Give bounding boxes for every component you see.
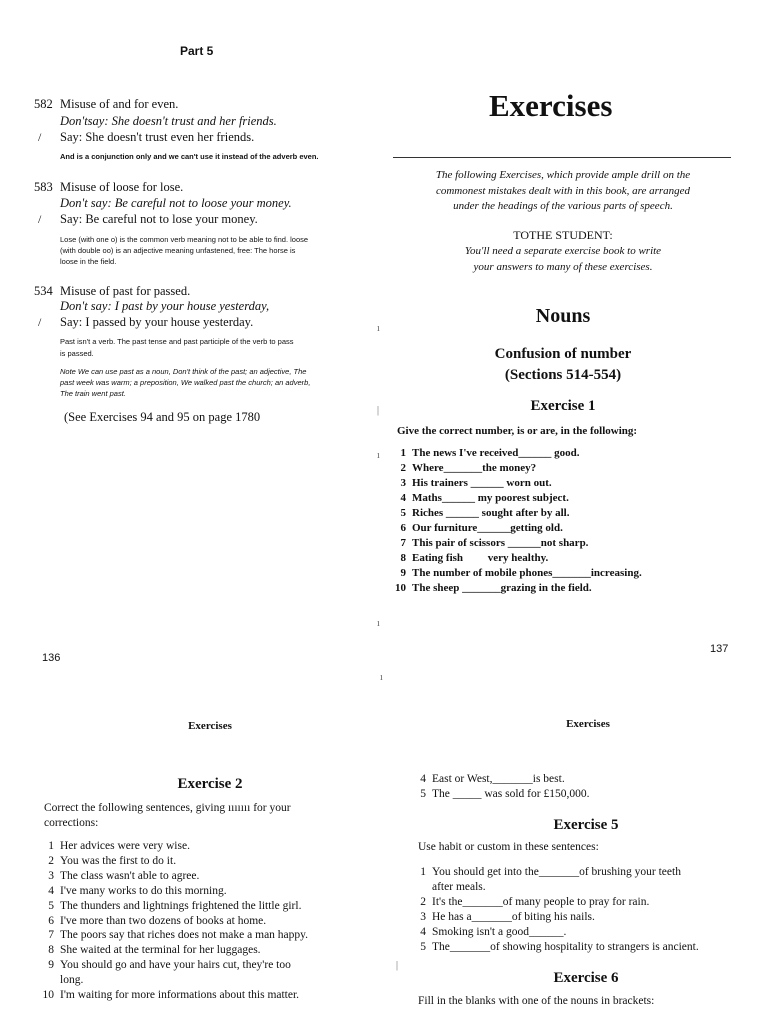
intro-line: commonest mistakes dealt with in this book, are arranged	[435, 184, 691, 197]
page-number: 136	[42, 652, 61, 664]
running-header: Exercises	[566, 718, 610, 730]
item-number: 7	[400, 537, 406, 549]
exercise-5-list	[412, 865, 762, 954]
item-text: The _____ was sold for £150,000.	[432, 787, 590, 800]
see-also: (See Exercises 94 and 95 on page 1780	[64, 410, 261, 424]
item-text: You should go and have your hairs cut, they're too	[60, 959, 291, 972]
list-item	[392, 536, 732, 551]
item-number: 1	[400, 447, 406, 459]
entry-note: Note We can use past as a noun, Don't think of the past; an adjective, The	[60, 367, 307, 376]
item-number: 7	[48, 929, 54, 942]
entry-number: 582	[34, 97, 53, 111]
item-number: 5	[420, 787, 426, 800]
say-line: Say: Be careful not to lose your money.	[60, 212, 258, 226]
item-text: This pair of scissors ______not sharp.	[412, 537, 589, 549]
item-text: I've many works to do this morning.	[60, 884, 227, 897]
entry-note: (with double oo) is an adjective meaning unfastened, free: The horse is	[60, 246, 296, 255]
tick-mark: /	[38, 130, 42, 144]
dont-say-line: Don't say: Be careful not to loose your money.	[60, 196, 292, 210]
item-text: She waited at the terminal for her luggages.	[60, 944, 261, 957]
entry-note: loose in the field.	[60, 257, 117, 266]
list-item	[412, 772, 752, 787]
item-text: You was the first to do it.	[60, 854, 177, 867]
exercise-1-list	[392, 446, 732, 596]
item-text: I'm waiting for more informations about this matter.	[60, 989, 300, 1002]
intro-line: under the headings of the various parts of speech.	[453, 200, 673, 212]
list-item	[412, 940, 762, 955]
item-number: 3	[420, 910, 426, 923]
item-number: 6	[400, 522, 406, 534]
page-number: 137	[710, 643, 729, 655]
item-text: after meals.	[432, 880, 486, 893]
entry-note: Past isn't a verb. The past tense and past participle of the verb to pass	[60, 337, 294, 346]
list-item	[40, 943, 380, 958]
list-item	[412, 895, 762, 910]
item-text: I've more than two dozens of books at home.	[60, 914, 267, 927]
exercise-2-list	[40, 839, 380, 1003]
item-number: 3	[400, 477, 406, 489]
item-number: 8	[400, 552, 406, 564]
item-number: 2	[48, 854, 54, 867]
list-item	[392, 446, 732, 461]
list-item	[40, 839, 380, 854]
item-text: The class wasn't able to agree.	[60, 869, 200, 882]
entry-note: The train went past.	[60, 389, 126, 398]
item-text: The news I've received______ good.	[412, 447, 580, 459]
exercise-instruction: Use habit or custom in these sentences:	[418, 841, 599, 853]
list-item	[40, 988, 380, 1003]
list-item	[40, 869, 380, 884]
item-text: Our furniture______getting old.	[412, 522, 563, 534]
item-number: 4	[420, 773, 426, 785]
exercise-instruction	[44, 801, 291, 831]
exercise-heading: Exercise 6	[553, 970, 619, 986]
item-number: 8	[48, 944, 54, 957]
item-text: The poors say that riches does not make a man happy.	[60, 929, 309, 942]
entry-number: 583	[34, 180, 53, 194]
instruction-line: Correct the following sentences, giving ııııııı for your	[44, 802, 291, 814]
student-note	[393, 244, 733, 275]
item-number: 10	[42, 989, 54, 1002]
item-text: You should get into the_______of brushing your teeth	[432, 866, 681, 878]
subsection-heading: Confusion of number	[494, 346, 632, 362]
gutter-mark: ı	[377, 618, 380, 629]
list-item	[40, 958, 380, 973]
item-text: Where_______the money?	[412, 462, 537, 474]
exercise-heading: Exercise 2	[177, 776, 243, 792]
say-line: Say: She doesn't trust even her friends.	[60, 130, 255, 144]
list-item	[412, 910, 762, 925]
sections-ref: (Sections 514-554)	[504, 367, 622, 383]
list-item	[392, 581, 732, 596]
item-text: Eating fish very healthy.	[412, 552, 549, 564]
item-number: 1	[420, 866, 426, 878]
item-text: Smoking isn't a good______.	[432, 925, 567, 938]
entry-note: And is a conjunction only and we can't use it instead of the adverb even.	[60, 152, 319, 161]
intro-text	[393, 168, 733, 215]
list-item	[40, 899, 380, 914]
item-number: 3	[48, 869, 54, 882]
entry-note: past week was warm; a preposition, We walked past the church; an adverb,	[60, 378, 311, 387]
list-item	[392, 506, 732, 521]
list-item	[40, 884, 380, 899]
item-number: 4	[400, 492, 406, 504]
list-item	[412, 865, 762, 880]
item-text: He has a_______of biting his nails.	[432, 910, 595, 923]
dont-say-line: Don'tsay: She doesn't trust and her friends.	[60, 114, 277, 128]
student-line: your answers to many of these exercises.	[473, 260, 653, 273]
list-item	[392, 551, 732, 566]
item-text: His trainers ______ worn out.	[412, 477, 552, 489]
exercise-4-list	[412, 772, 752, 802]
item-number: 4	[420, 925, 426, 938]
item-text: East or West,_______is best.	[432, 773, 565, 785]
item-text: Maths______ my poorest subject.	[412, 492, 569, 504]
tick-mark: /	[38, 212, 42, 226]
gutter-mark: |	[396, 960, 399, 971]
exercise-heading: Exercise 5	[553, 817, 619, 833]
list-item	[40, 854, 380, 869]
list-item	[392, 566, 732, 581]
divider	[393, 157, 731, 158]
item-number: 5	[400, 507, 406, 519]
list-item	[412, 880, 762, 895]
list-item	[40, 928, 380, 943]
gutter-mark: ı	[377, 450, 380, 461]
item-number: 9	[48, 959, 54, 972]
entry-heading: Misuse of past for passed.	[60, 284, 191, 298]
student-heading: TOTHE STUDENT:	[513, 228, 613, 242]
item-number: 10	[395, 582, 406, 594]
section-heading: Nouns	[535, 305, 591, 327]
item-text: The sheep _______grazing in the field.	[412, 582, 592, 594]
entry-number: 534	[34, 284, 53, 298]
item-number: 9	[400, 567, 406, 579]
item-text: The_______of showing hospitality to strangers is ancient.	[432, 940, 699, 953]
item-text: The thunders and lightnings frightened the little girl.	[60, 899, 302, 912]
list-item	[40, 914, 380, 929]
exercise-instruction: Give the correct number, is or are, in the following:	[397, 425, 638, 437]
gutter-mark: |	[377, 405, 380, 416]
list-item	[392, 491, 732, 506]
running-header: Exercises	[188, 720, 232, 732]
item-number: 1	[48, 840, 54, 852]
entry-heading: Misuse of loose for lose.	[60, 180, 184, 194]
item-text: The number of mobile phones_______increasing.	[412, 567, 642, 579]
list-item	[40, 973, 380, 988]
item-number: 5	[48, 899, 54, 912]
list-item	[392, 476, 732, 491]
list-item	[392, 521, 732, 536]
item-number: 5	[420, 940, 426, 953]
entry-note: Lose (with one o) is the common verb meaning not to be able to find. loose	[60, 235, 309, 244]
student-line: You'll need a separate exercise book to write	[464, 245, 662, 257]
page-title: Exercises	[489, 88, 613, 123]
item-text: long.	[60, 974, 84, 987]
gutter-mark: ı	[377, 323, 380, 334]
item-text: It's the_______of many people to pray for rain.	[432, 895, 650, 908]
tick-mark: /	[38, 315, 42, 329]
exercise-heading: Exercise 1	[530, 398, 596, 414]
say-line: Say: I passed by your house yesterday.	[60, 315, 254, 329]
list-item	[392, 461, 732, 476]
entry-heading: Misuse of and for even.	[60, 97, 179, 111]
part-label: Part 5	[180, 44, 214, 58]
instruction-line: corrections:	[44, 817, 99, 829]
list-item	[412, 787, 752, 802]
item-number: 4	[48, 884, 54, 897]
intro-line: The following Exercises, which provide ample drill on the	[435, 169, 691, 181]
item-number: 2	[400, 462, 406, 474]
exercise-instruction: Fill in the blanks with one of the nouns in brackets:	[418, 995, 655, 1007]
item-text: Her advices were very wise.	[60, 840, 190, 852]
gutter-mark: ı	[380, 672, 383, 683]
list-item	[412, 925, 762, 940]
entry-note: is passed.	[60, 349, 94, 358]
item-text: Riches ______ sought after by all.	[412, 507, 570, 519]
dont-say-line: Don't say: I past by your house yesterday,	[60, 299, 270, 313]
item-number: 6	[48, 914, 54, 927]
item-number: 2	[420, 895, 426, 908]
